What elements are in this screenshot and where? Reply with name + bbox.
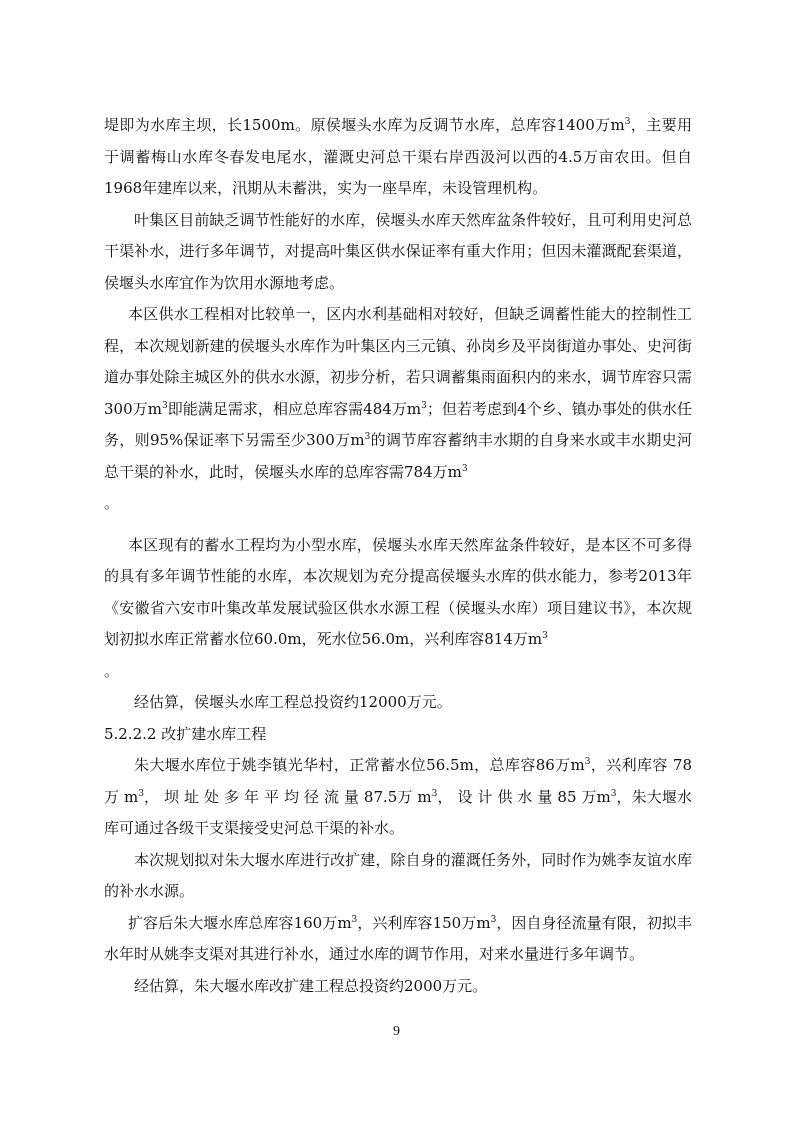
text-run: ，主要用于调蓄梅山水库冬春发电尾水，灌溉史河总干渠右岸西汲河以西的4.5万亩农田。但自1968年建库以来，汛期从未蓄洪，实为一座旱库，未设管理机构。 [104, 116, 692, 197]
superscript: 3 [610, 788, 617, 799]
text-run: 本次规划拟对朱大堰水库进行改扩建，除自身的灌溉任务外，同时作为姚李友谊水库的补水水源。 [104, 850, 692, 900]
text-run: 扩容后朱大堰水库总库容160万m [128, 913, 352, 932]
superscript: 3 [490, 914, 497, 925]
text-run: 即能满足需求，相应总库容需484万m [167, 399, 422, 418]
superscript: 3 [421, 400, 427, 411]
section-heading [104, 719, 692, 751]
paragraph-zhudayan-overview [104, 750, 692, 845]
text-run: ；但若考虑到4个乡、镇办事处的供水任务，则95%保证率下另需至少300万m [104, 399, 693, 449]
text-run: ， 设 计 供 水 量 85 万m [437, 787, 611, 806]
superscript: 3 [542, 631, 548, 641]
text-run: 叶集区目前缺乏调节性能好的水库，侯堰头水库天然库盆条件较好，且可利用史河总干渠补水，进行多年调节，对提高叶集区供水保证率有重大作用；但因未灌溉配套渠道，侯堰头水库宜作为饮用水源地考虑。 [104, 210, 692, 292]
text-run: 。 [104, 494, 120, 512]
text-run: 堤即为水库主坝，长1500m。原侯堰头水库为反调节水库，总库容1400万m [104, 116, 625, 134]
paragraph-planning-parameters [104, 530, 692, 688]
text-run: 朱大堰水库位于姚李镇光华村，正常蓄水位56.5m，总库容86万m [134, 756, 585, 774]
page-number: 9 [393, 1024, 400, 1039]
text-run: 的调节库容蓄纳丰水期的自身来水或丰水期史河总干渠的补水，此时，侯堰头水库的总库容需784万m [104, 431, 692, 481]
paragraph-reservoir-assessment [104, 205, 692, 300]
paragraph-investment-estimate [104, 687, 692, 719]
text-run: ，兴利库容150万m [357, 913, 491, 932]
superscript: 3 [351, 914, 358, 925]
text-run: ，兴利库容 78万 m [104, 756, 693, 806]
text-run: 本区现有的蓄水工程均为小型水库，侯堰头水库天然库盆条件较好，是本区不可多得的具有多年调节性能的水库，本次规划为充分提高侯堰头水库的供水能力，参考2013年《安徽省六安市叶集改革发展试验区供水水源工程（侯堰头水库）项目建议书》，本次规划初拟水库正常蓄水位60.0m，死水位56.0m，兴利库容814万m [104, 535, 692, 648]
superscript: 3 [584, 757, 591, 767]
text-run: 。 [104, 661, 120, 680]
page-body [104, 110, 692, 1002]
heading-text: 5.2.2.2 改扩建水库工程 [104, 724, 267, 743]
superscript: 3 [624, 117, 631, 127]
superscript: 3 [364, 432, 371, 442]
superscript: 3 [161, 400, 168, 411]
text-run: 经估算，侯堰头水库工程总投资约12000万元。 [134, 693, 452, 711]
paragraph-expansion-plan [104, 845, 692, 908]
text-run: ， 坝 址 处 多 年 平 均 径 流 量 87.5万 m [143, 787, 432, 806]
superscript: 3 [138, 788, 144, 799]
text-run: ，朱大堰水库可通过各级干支渠接受史河总干渠的补水。 [104, 787, 692, 837]
superscript: 3 [461, 463, 468, 474]
text-run: 本区供水工程相对比较单一，区内水利基础相对较好，但缺乏调蓄性能大的控制性工程，本次规划新建的侯堰头水库作为叶集区内三元镇、孙岗乡及平岗街道办事处、史河街道办事处除主城区外的供水水源，初步分析，若只调蓄集雨面积内的来水，调节库容只需300万m [104, 305, 692, 418]
paragraph-supply-analysis [104, 299, 692, 520]
superscript: 3 [431, 788, 438, 799]
paragraph-expanded-capacity [104, 908, 692, 971]
paragraph-reservoir-history [104, 110, 692, 205]
text-run: 经估算，朱大堰水库改扩建工程总投资约2000万元。 [134, 976, 488, 995]
paragraph-expansion-investment [104, 971, 692, 1003]
text-run: ，因自身径流量有限，初拟丰水年时从姚李支渠对其进行补水，通过水库的调节作用，对来水量进行多年调节。 [104, 913, 692, 963]
